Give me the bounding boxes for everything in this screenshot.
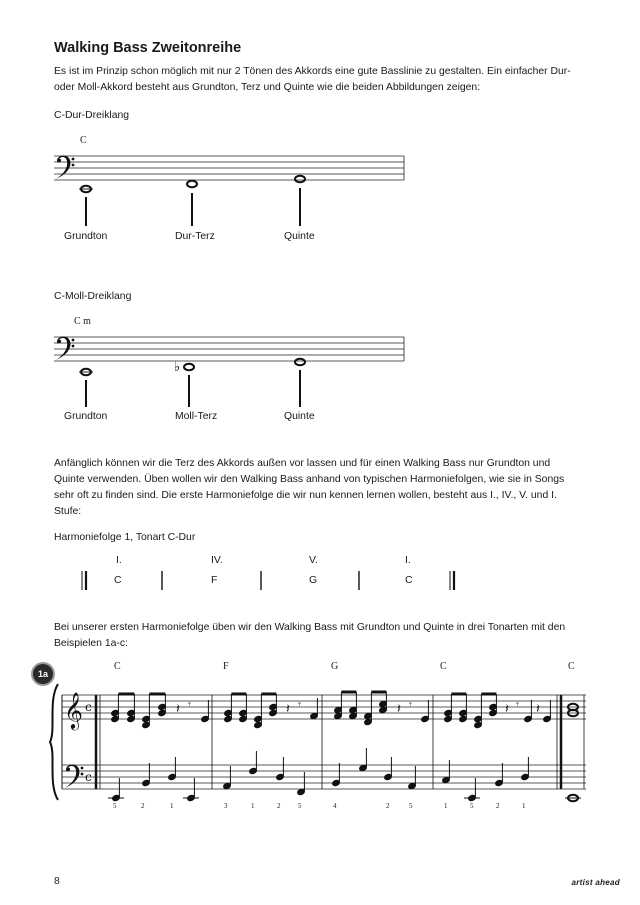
minor-label-root: Grundton xyxy=(64,411,108,422)
intro-line-2: oder Moll-Akkord besteht aus Grundton, Terz und Quinte wie die beiden Abbildungen zeigen: xyxy=(54,82,481,93)
fingering-14: 5 xyxy=(470,802,474,810)
major-label-third: Dur-Terz xyxy=(175,231,215,242)
exercise-intro-line-1: Bei unserer ersten Harmoniefolge üben wir den Walking Bass mit Grundton und Quinte in drei Tonarten mit den xyxy=(54,622,566,633)
example-chord-2: F xyxy=(223,661,229,672)
major-triad-caption: C-Dur-Dreiklang xyxy=(54,110,130,121)
fingering-12: 5 xyxy=(409,802,413,810)
major-label-root: Grundton xyxy=(64,231,108,242)
svg-text:c: c xyxy=(85,700,92,714)
intro-line-1: Es ist im Prinzip schon möglich mit nur 2 Tönen des Akkords eine gute Basslinie zu gestalten. Ein einfacher Dur- xyxy=(54,66,571,77)
example-badge: 1a xyxy=(33,664,53,684)
brand-logo: artist ahead xyxy=(571,878,620,887)
progression-chord-3: G xyxy=(309,575,318,586)
explanation-line-2: Quinte verwenden. Üben wollen wir den Walking Bass anhand von typischen Harmoniefolgen, wie sie in Songs xyxy=(54,474,565,485)
svg-text:𝄾: 𝄾 xyxy=(298,698,301,711)
page-number: 8 xyxy=(54,876,60,887)
fingering-11: 2 xyxy=(386,802,390,810)
degree-4: IV. xyxy=(211,555,223,566)
svg-text:𝄾: 𝄾 xyxy=(516,698,519,711)
progression-chord-4: C xyxy=(405,575,413,586)
svg-text:𝄾: 𝄾 xyxy=(188,698,191,711)
fingering-13: 1 xyxy=(444,802,448,810)
minor-label-fifth: Quinte xyxy=(284,411,315,422)
minor-label-third: Moll-Terz xyxy=(175,411,218,422)
example-chord-4: C xyxy=(440,661,447,672)
fingering-1: 5 xyxy=(113,802,117,810)
fingering-9: 4 xyxy=(333,802,337,810)
minor-triad-caption: C-Moll-Dreiklang xyxy=(54,291,132,302)
fingering-7: 2 xyxy=(277,802,281,810)
major-chord-symbol: C xyxy=(80,135,87,146)
fingering-3: 1 xyxy=(170,802,174,810)
explanation-line-4: Stufe: xyxy=(54,506,82,517)
svg-text:𝄞: 𝄞 xyxy=(64,691,83,729)
svg-text:𝄽: 𝄽 xyxy=(536,702,540,717)
fingering-8: 5 xyxy=(298,802,302,810)
major-triad-staff xyxy=(54,156,404,189)
progression-caption: Harmoniefolge 1, Tonart C-Dur xyxy=(54,532,196,543)
svg-text:𝄽: 𝄽 xyxy=(176,702,180,717)
minor-triad-staff xyxy=(54,337,404,372)
fingering-2: 2 xyxy=(141,802,145,810)
degree-1: I. xyxy=(116,555,122,566)
svg-text:𝄽: 𝄽 xyxy=(397,702,401,717)
minor-chord-symbol: C m xyxy=(74,316,91,327)
svg-text:c: c xyxy=(85,770,92,784)
progression-chord-1: C xyxy=(114,575,122,586)
major-label-fifth: Quinte xyxy=(284,231,315,242)
svg-text:𝄽: 𝄽 xyxy=(286,702,290,717)
svg-text:𝄾: 𝄾 xyxy=(409,698,412,711)
example-chord-5: C xyxy=(568,661,575,672)
page-title: Walking Bass Zweitonreihe xyxy=(54,40,242,56)
fingering-6: 1 xyxy=(251,802,255,810)
explanation-line-1: Anfänglich können wir die Terz des Akkords außen vor lassen und für einen Walking Bass nur Grundton und xyxy=(54,458,551,469)
progression-barlines xyxy=(82,571,454,590)
fingering-5: 3 xyxy=(224,802,228,810)
explanation-line-3: sehr oft zu finden sind. Die erste Harmoniefolge die wir nun kennen lernen wollen, besteht aus I., IV., V. und I. xyxy=(54,490,557,501)
svg-text:♭: ♭ xyxy=(174,360,181,375)
exercise-intro-line-2: Beispielen 1a-c: xyxy=(54,638,128,649)
example-chord-3: G xyxy=(331,661,339,672)
degree-1-return: I. xyxy=(405,555,411,566)
fingering-15: 2 xyxy=(496,802,500,810)
fingering-16: 1 xyxy=(522,802,526,810)
degree-5: V. xyxy=(309,555,318,566)
svg-text:𝄽: 𝄽 xyxy=(505,702,509,717)
example-chord-1: C xyxy=(114,661,121,672)
progression-chord-2: F xyxy=(211,575,218,586)
